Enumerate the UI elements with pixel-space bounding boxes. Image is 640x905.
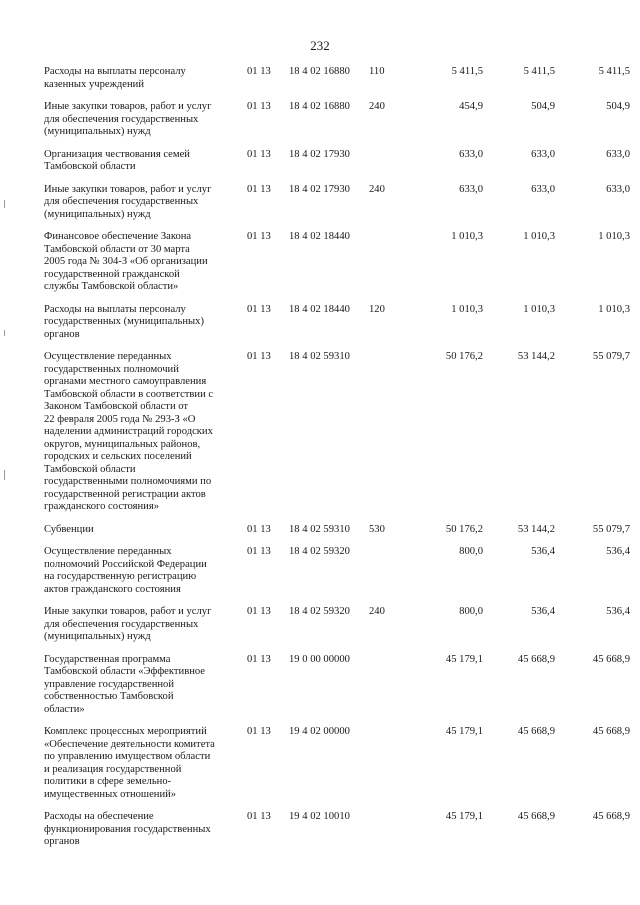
row-value-3: 45 668,9 — [592, 653, 630, 665]
row-value-1: 45 179,1 — [445, 653, 483, 665]
row-name-line: Законом Тамбовской области от — [44, 401, 189, 412]
row-code: 18 4 02 59320 — [289, 546, 350, 557]
row-name — [44, 606, 247, 654]
row-name-line: государственными полномочиями по — [44, 476, 212, 487]
row-type: 120 — [369, 303, 385, 315]
row-value-2: 1 010,3 — [523, 303, 555, 315]
row-value-3: 1 010,3 — [598, 303, 630, 315]
row-value-2: 53 144,2 — [517, 351, 555, 362]
row-section: 01 13 — [247, 606, 271, 617]
row-type: 530 — [369, 523, 385, 535]
row-value-1: 45 179,1 — [445, 726, 483, 737]
row-name-line: округов, муниципальных районов, — [44, 438, 201, 450]
table-row — [44, 101, 630, 149]
row-name-line: (муниципальных) нужд — [44, 631, 151, 642]
row-name — [44, 524, 247, 547]
row-name-line: службы Тамбовской области» — [44, 281, 179, 292]
row-name-line: государственных (муниципальных) — [44, 316, 204, 327]
row-value-1: 454,9 — [459, 101, 483, 112]
row-value-2: 53 144,2 — [517, 523, 555, 535]
row-name-line: (муниципальных) нужд — [44, 208, 151, 220]
table-row — [44, 726, 630, 811]
table-row — [44, 546, 630, 606]
row-name-line: для обеспечения государственных — [44, 113, 199, 125]
row-value-1: 1 010,3 — [451, 303, 483, 315]
row-name-line: Тамбовской области — [44, 161, 136, 172]
row-value-3: 536,4 — [606, 606, 630, 617]
row-type — [369, 546, 401, 606]
row-name-line: (муниципальных) нужд — [44, 126, 151, 137]
row-code: 19 4 02 10010 — [289, 811, 350, 822]
row-type: 240 — [369, 606, 385, 617]
row-code: 18 4 02 59320 — [289, 606, 350, 617]
row-section: 01 13 — [247, 101, 271, 112]
row-name-line: Осуществление переданных — [44, 546, 172, 557]
table-row — [44, 149, 630, 184]
row-name-line: 22 февраля 2005 года № 293-З «О — [44, 413, 196, 425]
row-section: 01 13 — [247, 303, 271, 315]
row-type: 240 — [369, 101, 385, 112]
row-code: 18 4 02 17930 — [289, 183, 350, 195]
row-value-3: 633,0 — [606, 148, 630, 160]
table-row — [44, 606, 630, 654]
row-value-2: 45 668,9 — [517, 811, 555, 822]
row-name — [44, 231, 247, 304]
row-section: 01 13 — [247, 811, 271, 822]
row-name-line: Тамбовской области от 30 марта — [44, 243, 190, 255]
row-code: 18 4 02 59310 — [289, 351, 350, 362]
table-row — [44, 304, 630, 352]
row-value-2: 633,0 — [531, 148, 555, 160]
row-name-line: Финансовое обеспечение Закона — [44, 231, 192, 242]
table-row — [44, 351, 630, 524]
row-name — [44, 351, 247, 524]
row-name-line: Расходы на выплаты персоналу — [44, 66, 186, 77]
row-name-line: для обеспечения государственных — [44, 196, 199, 207]
scan-edge-mark — [4, 200, 5, 208]
row-value-3: 55 079,7 — [592, 351, 630, 362]
row-type — [369, 811, 401, 859]
row-section: 01 13 — [247, 351, 271, 362]
row-value-3: 45 668,9 — [592, 811, 630, 822]
row-value-3: 45 668,9 — [592, 726, 630, 737]
row-name-line: казенных учреждений — [44, 78, 145, 90]
row-value-2: 45 668,9 — [517, 653, 555, 665]
row-type: 110 — [369, 66, 385, 77]
row-type — [369, 726, 401, 811]
row-name-line: на государственную регистрацию — [44, 571, 197, 582]
row-name — [44, 726, 247, 811]
row-value-2: 45 668,9 — [517, 726, 555, 737]
row-name-line: функционирования государственных — [44, 823, 211, 835]
row-code: 18 4 02 59310 — [289, 523, 350, 535]
row-name — [44, 184, 247, 232]
row-name-line: наделении администраций городских — [44, 426, 213, 437]
row-section: 01 13 — [247, 231, 271, 242]
row-type — [369, 351, 401, 524]
row-name-line: органов — [44, 836, 80, 847]
page-number: 232 — [310, 38, 330, 53]
row-name-line: Организация чествования семей — [44, 148, 190, 160]
row-value-3: 504,9 — [606, 101, 630, 112]
row-value-2: 536,4 — [531, 546, 555, 557]
scan-edge-mark — [4, 470, 5, 480]
row-name-line: для обеспечения государственных — [44, 618, 199, 630]
row-name-line: имущественных отношений» — [44, 788, 177, 800]
row-value-1: 5 411,5 — [451, 66, 483, 77]
scan-edge-mark — [4, 330, 5, 336]
row-name-line: Тамбовской области — [44, 463, 136, 475]
row-name-line: государственной регистрации актов — [44, 488, 206, 500]
row-value-3: 633,0 — [606, 183, 630, 195]
row-name-line: области» — [44, 703, 85, 715]
row-name-line: управление государственной — [44, 678, 175, 690]
row-type: 240 — [369, 183, 385, 195]
row-code: 18 4 02 16880 — [289, 66, 350, 77]
row-name — [44, 654, 247, 727]
row-name-line: Субвенции — [44, 523, 94, 535]
row-name — [44, 811, 247, 859]
row-section: 01 13 — [247, 148, 271, 160]
row-name-line: городских и сельских поселений — [44, 451, 192, 462]
row-value-1: 633,0 — [459, 183, 483, 195]
row-name-line: Расходы на выплаты персоналу — [44, 303, 186, 315]
row-value-2: 504,9 — [531, 101, 555, 112]
row-name — [44, 149, 247, 184]
row-value-2: 1 010,3 — [523, 231, 555, 242]
row-name-line: Расходы на обеспечение — [44, 811, 154, 822]
row-name — [44, 304, 247, 352]
row-type — [369, 149, 401, 184]
row-code: 18 4 02 17930 — [289, 148, 350, 160]
row-value-3: 5 411,5 — [598, 66, 630, 77]
row-type — [369, 231, 401, 304]
row-name-line: Иные закупки товаров, работ и услуг — [44, 101, 212, 112]
table-row — [44, 524, 630, 547]
row-name-line: Комплекс процессных мероприятий — [44, 726, 207, 737]
row-name-line: собственностью Тамбовской — [44, 691, 174, 702]
row-type — [369, 654, 401, 727]
row-name-line: актов гражданского состояния — [44, 583, 181, 595]
table-row — [44, 231, 630, 304]
row-section: 01 13 — [247, 726, 271, 737]
row-name-line: государственных полномочий — [44, 363, 179, 375]
row-code: 18 4 02 18440 — [289, 231, 350, 242]
row-value-1: 633,0 — [459, 148, 483, 160]
row-name-line: 2005 года № 304-З «Об организации — [44, 256, 208, 267]
table-row — [44, 184, 630, 232]
row-name-line: «Обеспечение деятельности комитета — [44, 738, 215, 750]
row-name-line: Государственная программа — [44, 653, 171, 665]
row-value-2: 536,4 — [531, 606, 555, 617]
row-code: 19 4 02 00000 — [289, 726, 350, 737]
row-name-line: полномочий Российской Федерации — [44, 558, 207, 570]
row-value-2: 5 411,5 — [523, 66, 555, 77]
row-name-line: государственной гражданской — [44, 268, 180, 280]
row-name-line: Тамбовской области «Эффективное — [44, 666, 205, 677]
row-name — [44, 546, 247, 606]
row-value-1: 800,0 — [459, 606, 483, 617]
row-value-3: 55 079,7 — [592, 523, 630, 535]
row-value-1: 50 176,2 — [445, 523, 483, 535]
table-row — [44, 654, 630, 727]
row-name-line: Осуществление переданных — [44, 351, 172, 362]
row-code: 19 0 00 00000 — [289, 653, 350, 665]
row-value-2: 633,0 — [531, 183, 555, 195]
row-value-3: 1 010,3 — [598, 231, 630, 242]
row-section: 01 13 — [247, 653, 271, 665]
row-name-line: Иные закупки товаров, работ и услуг — [44, 183, 212, 195]
table-row — [44, 66, 630, 101]
row-name-line: политики в сфере земельно- — [44, 776, 172, 787]
budget-table — [44, 66, 630, 859]
row-name — [44, 101, 247, 149]
row-section: 01 13 — [247, 183, 271, 195]
row-value-1: 800,0 — [459, 546, 483, 557]
row-name-line: и реализация государственной — [44, 763, 182, 775]
row-name — [44, 66, 247, 101]
row-value-1: 45 179,1 — [445, 811, 483, 822]
table-row — [44, 811, 630, 859]
row-code: 18 4 02 18440 — [289, 303, 350, 315]
row-name-line: Иные закупки товаров, работ и услуг — [44, 606, 212, 617]
row-section: 01 13 — [247, 546, 271, 557]
row-code: 18 4 02 16880 — [289, 101, 350, 112]
row-name-line: по управлению имуществом области — [44, 751, 211, 762]
row-name-line: гражданского состояния» — [44, 501, 159, 512]
row-value-1: 1 010,3 — [451, 231, 483, 242]
row-section: 01 13 — [247, 66, 271, 77]
row-value-3: 536,4 — [606, 546, 630, 557]
row-name-line: органов — [44, 328, 80, 340]
row-name-line: органами местного самоуправления — [44, 376, 207, 387]
row-section: 01 13 — [247, 523, 271, 535]
row-name-line: Тамбовской области в соответствии с — [44, 388, 214, 400]
row-value-1: 50 176,2 — [445, 351, 483, 362]
